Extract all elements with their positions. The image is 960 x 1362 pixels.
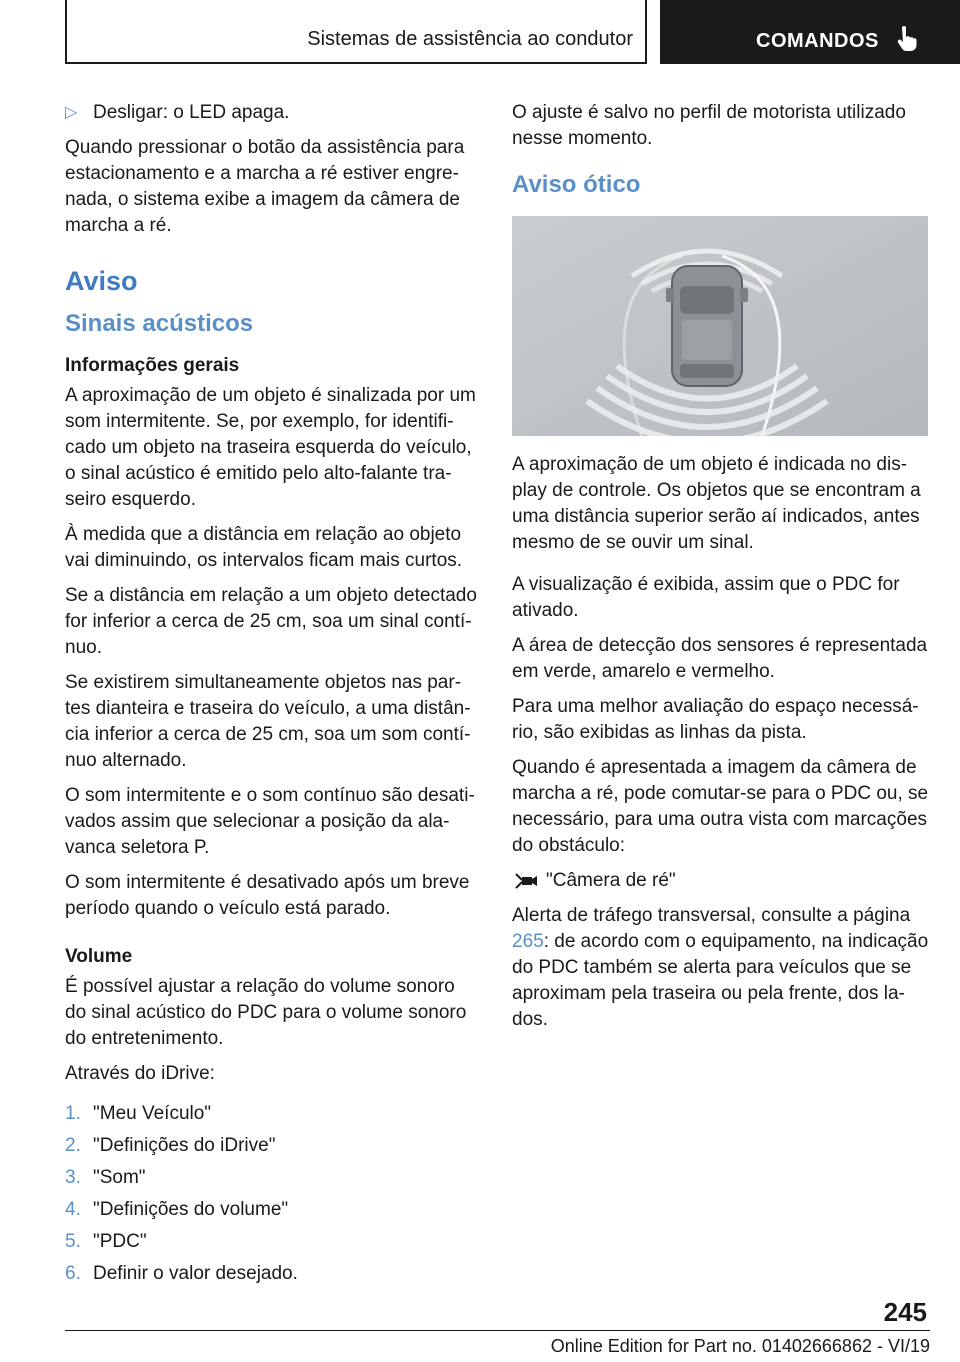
section-title: COMANDOS xyxy=(756,30,879,52)
cross-traffic-text-cont: : de acordo com o equipamento, na indicação do PDC também se alerta para veículos que se aproximam pela traseira ou pela frente, dos lados. xyxy=(512,931,929,1030)
step-number: 2. xyxy=(65,1135,81,1156)
step-number: 6. xyxy=(65,1263,81,1284)
car-parking-sensor-illustration xyxy=(512,216,928,436)
list-item xyxy=(65,1165,480,1191)
steps-list xyxy=(65,1101,480,1287)
paragraph: Quando pressionar o botão da assistência para estacionamento e a marcha a ré estiver engrenada, o sistema exibe a imagem da câmera de marcha a ré. xyxy=(65,137,465,236)
paragraph: Se a distância em relação a um objeto detectado for inferior a cerca de 25 cm, soa um sinal contínuo. xyxy=(65,585,477,658)
heading-aviso: Aviso xyxy=(65,266,138,296)
paragraph: Através do iDrive: xyxy=(65,1063,215,1084)
list-item xyxy=(65,1197,480,1223)
paragraph: A aproximação de um objeto é sinalizada por um som intermitente. Se, por exemplo, for identificado um objeto na traseira esquerda do veículo, o sinal acústico é emitido pelo alto-falante traseiro esquerdo. xyxy=(65,385,476,510)
step-text: "Meu Veículo" xyxy=(93,1103,212,1124)
list-item xyxy=(65,1101,480,1127)
heading-volume: Volume xyxy=(65,946,133,967)
right-column xyxy=(512,100,930,1042)
camera-option-line xyxy=(512,868,930,894)
list-item xyxy=(65,1133,480,1159)
heading-sinais-acusticos: Sinais acústicos xyxy=(65,310,254,337)
paragraph: Quando é apresentada a imagem da câmera de marcha a ré, pode comutar-se para o PDC ou, se necessário, para uma outra vista com marcações do obstáculo: xyxy=(512,757,929,856)
paragraph: O som intermitente é desativado após um breve período quando o veículo está parado. xyxy=(65,872,470,919)
step-number: 1. xyxy=(65,1103,81,1124)
paragraph: A visualização é exibida, assim que o PDC for ativado. xyxy=(512,574,900,621)
step-number: 4. xyxy=(65,1199,81,1220)
rear-camera-icon xyxy=(512,870,538,892)
chapter-title: Sistemas de assistência ao condutor xyxy=(307,28,633,50)
paragraph: Para uma melhor avaliação do espaço necessário, são exibidas as linhas da pista. xyxy=(512,696,919,743)
step-text: "Som" xyxy=(93,1167,146,1188)
footer-edition: Online Edition for Part no. 01402666862 - VI/19 xyxy=(550,1336,930,1356)
triangle-bullet-icon: ▷ xyxy=(65,104,78,121)
pdc-display-image xyxy=(512,216,928,436)
paragraph: A aproximação de um objeto é indicada no display de controle. Os objetos que se encontram a uma distância superior serão aí indicados, antes mesmo de se ouvir um sinal. xyxy=(512,454,921,553)
list-item xyxy=(65,1229,480,1255)
page-number: 245 xyxy=(883,1297,927,1327)
paragraph: É possível ajustar a relação do volume sonoro do sinal acústico do PDC para o volume sonoro do entretenimento. xyxy=(65,976,467,1049)
header-chapter-box xyxy=(65,0,647,64)
paragraph-cross-traffic xyxy=(512,903,930,1033)
bullet-item xyxy=(65,100,480,126)
cross-traffic-text: Alerta de tráfego transversal, consulte a página xyxy=(512,905,911,926)
step-number: 3. xyxy=(65,1167,81,1188)
header-section-tab xyxy=(660,0,960,64)
list-item xyxy=(65,1261,480,1287)
bullet-text: Desligar: o LED apaga. xyxy=(93,102,290,123)
camera-option-label: "Câmera de ré" xyxy=(546,870,676,891)
left-column xyxy=(65,100,480,1293)
paragraph: Se existirem simultaneamente objetos nas partes dianteira e traseira do veículo, a uma distância inferior a cerca de 25 cm, soa um som contínuo alternado. xyxy=(65,672,471,771)
footer-divider xyxy=(65,1330,930,1331)
paragraph: O som intermitente e o som contínuo são desativados assim que selecionar a posição da alavanca seletora P. xyxy=(65,785,475,858)
page-link[interactable]: 265 xyxy=(512,931,544,952)
step-text: "Definições do iDrive" xyxy=(93,1135,276,1156)
step-text: Definir o valor desejado. xyxy=(93,1263,298,1284)
step-text: "Definições do volume" xyxy=(93,1199,289,1220)
step-text: "PDC" xyxy=(93,1231,147,1252)
pointing-hand-icon xyxy=(896,26,918,52)
step-number: 5. xyxy=(65,1231,81,1252)
paragraph: À medida que a distância em relação ao objeto vai diminuindo, os intervalos ficam mais curtos. xyxy=(65,524,463,571)
paragraph: A área de detecção dos sensores é representada em verde, amarelo e vermelho. xyxy=(512,635,928,682)
heading-informacoes-gerais: Informações gerais xyxy=(65,355,240,376)
heading-aviso-otico: Aviso ótico xyxy=(512,171,641,198)
paragraph: O ajuste é salvo no perfil de motorista utilizado nesse momento. xyxy=(512,102,906,149)
